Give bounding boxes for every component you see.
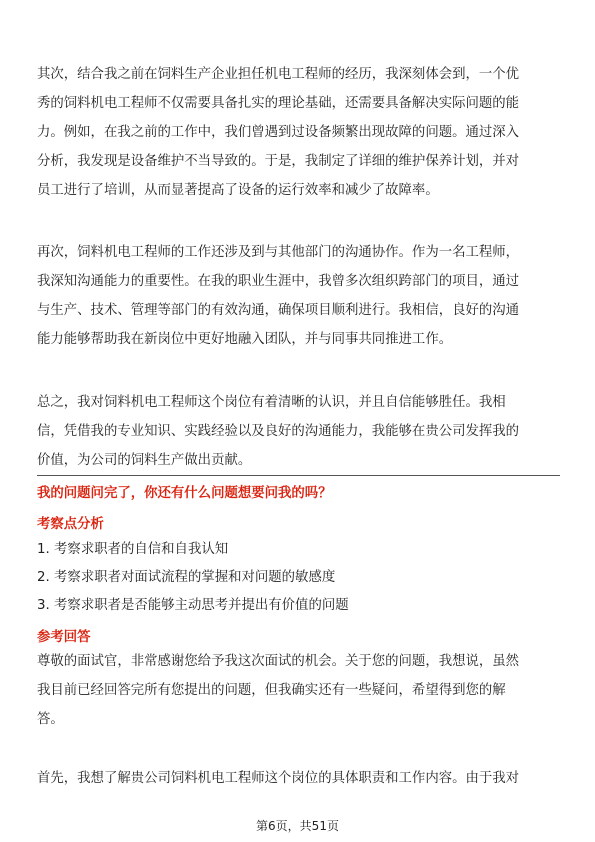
text-line: 我目前已经回答完所有您提出的问题，但我确实还有一些疑问，希望得到您的解 [37, 683, 506, 698]
text-line: 力。例如，在我之前的工作中，我们曾遇到过设备频繁出现故障的问题。通过深入 [37, 125, 520, 140]
list-item: 1. 考察求职者的自信和自我认知 [37, 542, 229, 557]
text-line: 答。 [37, 712, 64, 727]
answer-paragraph-intro [37, 647, 561, 734]
paragraph-conclusion [37, 388, 561, 475]
paragraph-third [37, 238, 561, 354]
text-line: 首先，我想了解贵公司饲料机电工程师这个岗位的具体职责和工作内容。由于我对 [37, 771, 520, 786]
text-line: 员工进行了培训，从而显著提高了设备的运行效率和减少了故障率。 [37, 183, 439, 198]
answer-paragraph-first [37, 764, 561, 793]
analysis-heading: 考察点分析 [37, 517, 104, 532]
text-line: 与生产、技术、管理等部门的有效沟通，确保项目顺利进行。我相信，良好的沟通 [37, 303, 520, 318]
answer-heading: 参考回答 [37, 630, 91, 645]
paragraph-second [37, 60, 561, 205]
text-line: 其次，结合我之前在饲料生产企业担任机电工程师的经历，我深刻体会到，一个优 [37, 67, 520, 82]
answer-section [37, 513, 561, 793]
list-item: 3. 考察求职者是否能够主动思考并提出有价值的问题 [37, 598, 349, 613]
text-line: 秀的饲料机电工程师不仅需要具备扎实的理论基础，还需要具备解决实际问题的能 [37, 96, 520, 111]
analysis-list [37, 536, 561, 620]
text-line: 再次，饲料机电工程师的工作还涉及到与其他部门的沟通协作。作为一名工程师， [37, 245, 520, 260]
interview-question: 我的问题问完了，你还有什么问题想要问我的吗？ [37, 486, 332, 501]
section-divider [37, 475, 560, 476]
page-body [37, 60, 561, 475]
text-line: 信，凭借我的专业知识、实践经验以及良好的沟通能力，我能够在贵公司发挥我的 [37, 424, 520, 439]
text-line: 我深知沟通能力的重要性。在我的职业生涯中，我曾多次组织跨部门的项目，通过 [37, 274, 520, 289]
text-line: 总之，我对饲料机电工程师这个岗位有着清晰的认识，并且自信能够胜任。我相 [37, 395, 506, 410]
text-line: 尊敬的面试官，非常感谢您给予我这次面试的机会。关于您的问题，我想说，虽然 [37, 654, 520, 669]
text-line: 能力能够帮助我在新岗位中更好地融入团队，并与同事共同推进工作。 [37, 332, 453, 347]
text-line: 分析，我发现是设备维护不当导致的。于是，我制定了详细的维护保养计划，并对 [37, 154, 520, 169]
list-item: 2. 考察求职者对面试流程的掌握和对问题的敏感度 [37, 570, 336, 585]
page-number: 第6页，共51页 [256, 819, 339, 833]
text-line: 价值，为公司的饲料生产做出贡献。 [37, 453, 252, 468]
